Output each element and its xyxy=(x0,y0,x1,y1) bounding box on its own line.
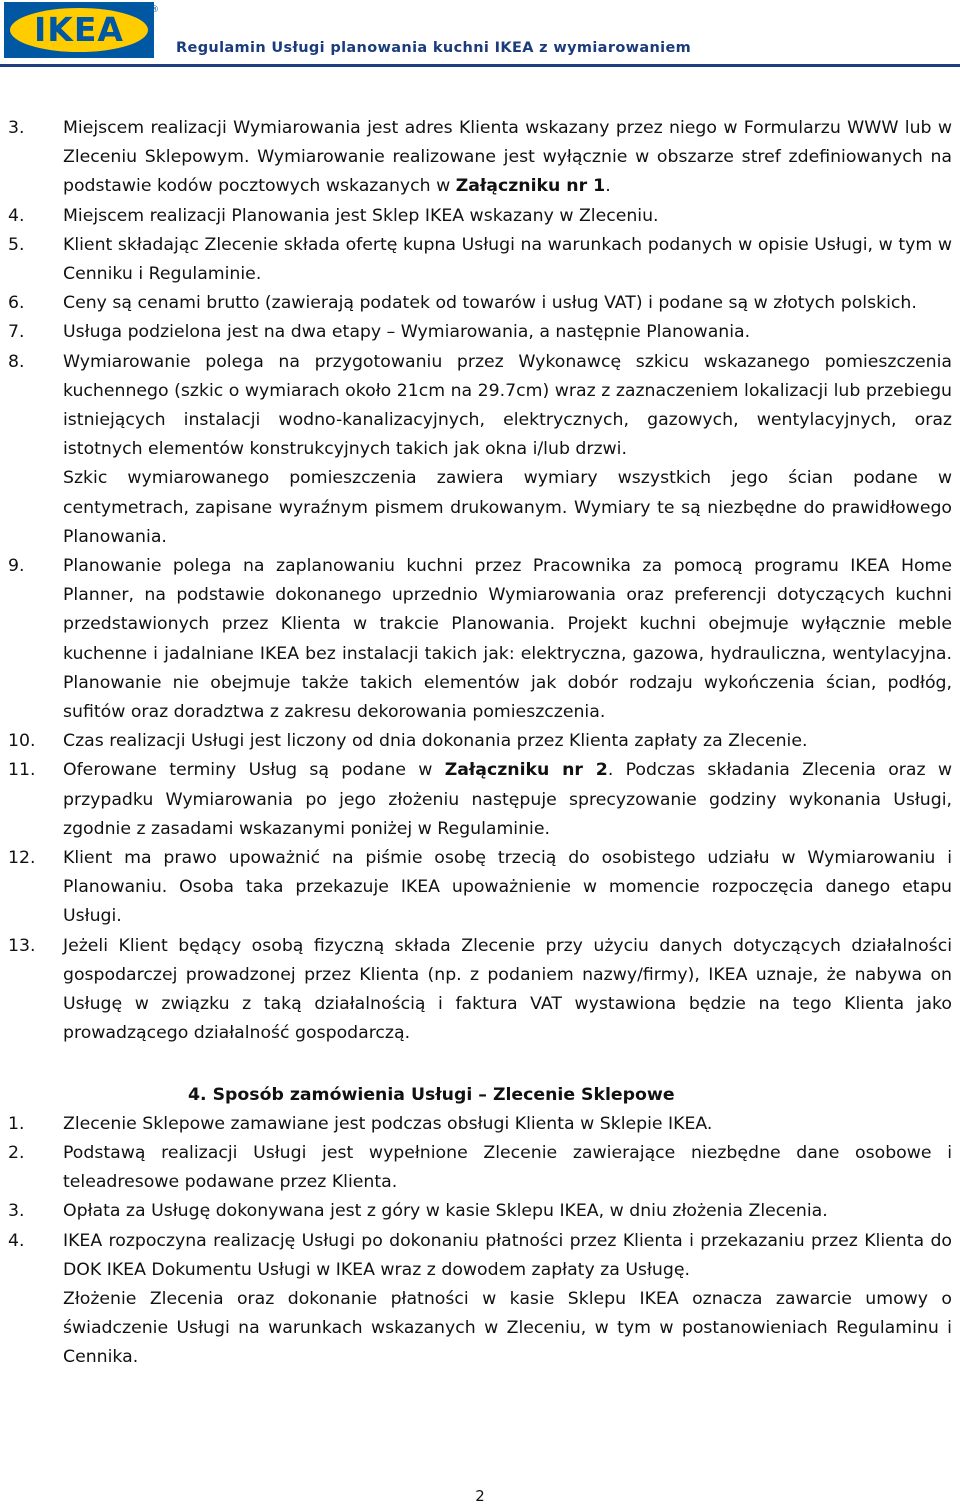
text-run: Czas realizacji Usługi jest liczony od dnia dokonania przez Klienta zapłaty za Zlecenie. xyxy=(63,731,808,752)
list-item xyxy=(0,1139,960,1197)
text-run: Oferowane terminy Usług są podane w xyxy=(63,760,445,781)
item-text xyxy=(63,348,952,465)
text-run: Klient ma prawo upoważnić na piśmie osobę trzecią do osobistego udziału w Wymiarowaniu i Planowaniu. Osoba taka przekazuje IKEA upoważnienie w momencie rozpoczęcia danego etapu Usługi. xyxy=(63,848,952,927)
section-heading xyxy=(0,1081,960,1110)
text-run: Zlecenie Sklepowe zamawiane jest podczas obsługi Klienta w Sklepie IKEA. xyxy=(63,1113,713,1134)
item-number: 6. xyxy=(8,293,25,314)
text-run: Miejscem realizacji Planowania jest Sklep IKEA wskazany w Zleceniu. xyxy=(63,205,659,226)
list-item xyxy=(0,1110,960,1139)
list-item xyxy=(0,844,960,932)
list-item xyxy=(0,756,960,844)
text-run: . Podczas składania Zlecenia oraz w przypadku Wymiarowania po jego złożeniu następuje sprecyzowanie godziny wykonania Usługi, zgodnie z zasadami wskazanymi poniżej w Regulaminie. xyxy=(63,760,952,839)
item-number: 2. xyxy=(8,1142,25,1163)
svg-text:IKEA: IKEA xyxy=(34,10,124,49)
list-item xyxy=(0,114,960,202)
item-number: 12. xyxy=(8,848,36,869)
text-run: Planowanie polega na zaplanowaniu kuchni przez Pracownika za pomocą programu IKEA Home Planner, na podstawie dokonanego uprzednio Wymiarowania oraz preferencji dotyczących kuchni przedstawionych przez Klienta w trakcie Planowania. Projekt kuchni obejmuje wyłącznie meble kuchenne i jadalniane IKEA bez instalacji takich jak: elektryczna, gazowa, hydrauliczna, wentylacyjna. Planowanie nie obejmuje także takich elementów jak dobór rodzaju wykończenia ścian, podłóg, sufitów oraz doradztwa z zakresu dekorowania pomieszczenia. xyxy=(63,556,952,723)
list-item xyxy=(0,727,960,756)
text-run: Wymiarowanie polega na przygotowaniu przez Wykonawcę szkicu wskazanego pomieszczenia kuchennego (szkic o wymiarach około 21cm na 29.7cm) wraz z zaznaczeniem lokalizacji lub przebiegu istniejących instalacji wodno-kanalizacyjnych, elektrycznych, gazowych, wentylacyjnych, oraz istotnych elementów konstrukcyjnych takich jak okna i/lub drzwi. xyxy=(63,351,952,460)
item-extra-paragraph: Szkic wymiarowanego pomieszczenia zawiera wymiary wszystkich jego ścian podane w centymetrach, zapisane wyraźnym pismem drukowanym. Wymiary te są niezbędne do prawidłowego Planowania. xyxy=(63,468,952,547)
list-item xyxy=(0,289,960,318)
item-number: 10. xyxy=(8,731,36,752)
emphasis-text: Załączniku nr 1 xyxy=(455,176,606,197)
text-run: Usługa podzielona jest na dwa etapy – Wymiarowania, a następnie Planowania. xyxy=(63,322,751,343)
item-text xyxy=(63,756,952,844)
text-run: Ceny są cenami brutto (zawierają podatek od towarów i usług VAT) i podane są w złotych polskich. xyxy=(63,293,917,314)
text-run: Klient składając Zlecenie składa ofertę kupna Usługi na warunkach podanych w opisie Usługi, w tym w Cenniku i Regulaminie. xyxy=(63,234,952,285)
item-number: 8. xyxy=(8,351,25,372)
item-text xyxy=(63,932,952,1049)
header-divider xyxy=(0,64,960,67)
item-text xyxy=(63,844,952,932)
item-extra-paragraph: Złożenie Zlecenia oraz dokonanie płatności w kasie Sklepu IKEA oznacza zawarcie umowy o świadczenie Usługi na warunkach wskazanych w Zleceniu, w tym w postanowieniach Regulaminu i Cennika. xyxy=(63,1288,952,1368)
document-body xyxy=(0,114,960,1373)
item-text xyxy=(63,1110,952,1139)
item-number: 5. xyxy=(8,234,25,255)
text-run: . xyxy=(605,176,611,197)
item-number: 3. xyxy=(8,1201,25,1222)
item-text xyxy=(63,727,952,756)
ikea-logo xyxy=(4,2,160,60)
emphasis-text: Załączniku nr 2 xyxy=(444,760,608,781)
item-text xyxy=(63,552,952,727)
item-number: 4. xyxy=(8,205,25,226)
item-number: 7. xyxy=(8,322,25,343)
text-run: Jeżeli Klient będący osobą fizyczną składa Zlecenie przy użyciu danych dotyczących działalności gospodarczej prowadzonej przez Klienta (np. z podaniem nazwy/firmy), IKEA uznaje, że nabywa on Usługę w związku z taką działalnością i faktura VAT wystawiona będzie na tego Klienta jako prowadzącego działalność gospodarczą. xyxy=(63,935,952,1044)
item-number: 1. xyxy=(8,1113,25,1134)
text-run: Opłata za Usługę dokonywana jest z góry w kasie Sklepu IKEA, w dniu złożenia Zlecenia. xyxy=(63,1201,828,1222)
item-number: 4. xyxy=(8,1230,25,1251)
item-number: 13. xyxy=(8,935,36,956)
terms-list xyxy=(0,114,960,1049)
item-number: 11. xyxy=(8,760,36,781)
text-run: IKEA rozpoczyna realizację Usługi po dokonaniu płatności przez Klienta i przekazaniu przez Klienta do DOK IKEA Dokumentu Usługi w IKEA wraz z dowodem zapłaty za Usługę. xyxy=(63,1230,952,1280)
list-item xyxy=(0,552,960,727)
item-text xyxy=(63,1197,952,1226)
text-run: Podstawą realizacji Usługi jest wypełnione Zlecenie zawierające niezbędne dane osobowe i teleadresowe podawane przez Klienta. xyxy=(63,1142,952,1193)
list-item xyxy=(0,231,960,289)
item-text xyxy=(63,202,952,231)
list-item xyxy=(0,348,960,552)
item-text xyxy=(63,114,952,202)
section-title-text: 4. Sposób zamówienia Usługi – Zlecenie Sklepowe xyxy=(188,1084,675,1105)
item-text xyxy=(63,231,952,289)
page-number: 2 xyxy=(475,1487,485,1505)
page-header xyxy=(0,0,960,70)
list-item xyxy=(0,202,960,231)
list-item xyxy=(0,1227,960,1373)
item-text xyxy=(63,1139,952,1197)
item-text xyxy=(63,318,952,347)
list-item xyxy=(0,932,960,1049)
document-title: Regulamin Usługi planowania kuchni IKEA z wymiarowaniem xyxy=(176,40,692,56)
text-run: Miejscem realizacji Wymiarowania jest adres Klienta wskazany przez niego w Formularzu WWW lub w Zleceniu Sklepowym. Wymiarowanie realizowane jest wyłącznie w obszarze stref zdefiniowanych na podstawie kodów pocztowych wskazanych w xyxy=(63,118,952,197)
item-number: 3. xyxy=(8,118,25,138)
item-text xyxy=(63,1227,952,1285)
list-item xyxy=(0,1197,960,1226)
svg-text:®: ® xyxy=(150,5,159,15)
item-text xyxy=(63,289,952,318)
ordering-list xyxy=(0,1110,960,1373)
list-item xyxy=(0,318,960,347)
item-number: 9. xyxy=(8,556,25,577)
